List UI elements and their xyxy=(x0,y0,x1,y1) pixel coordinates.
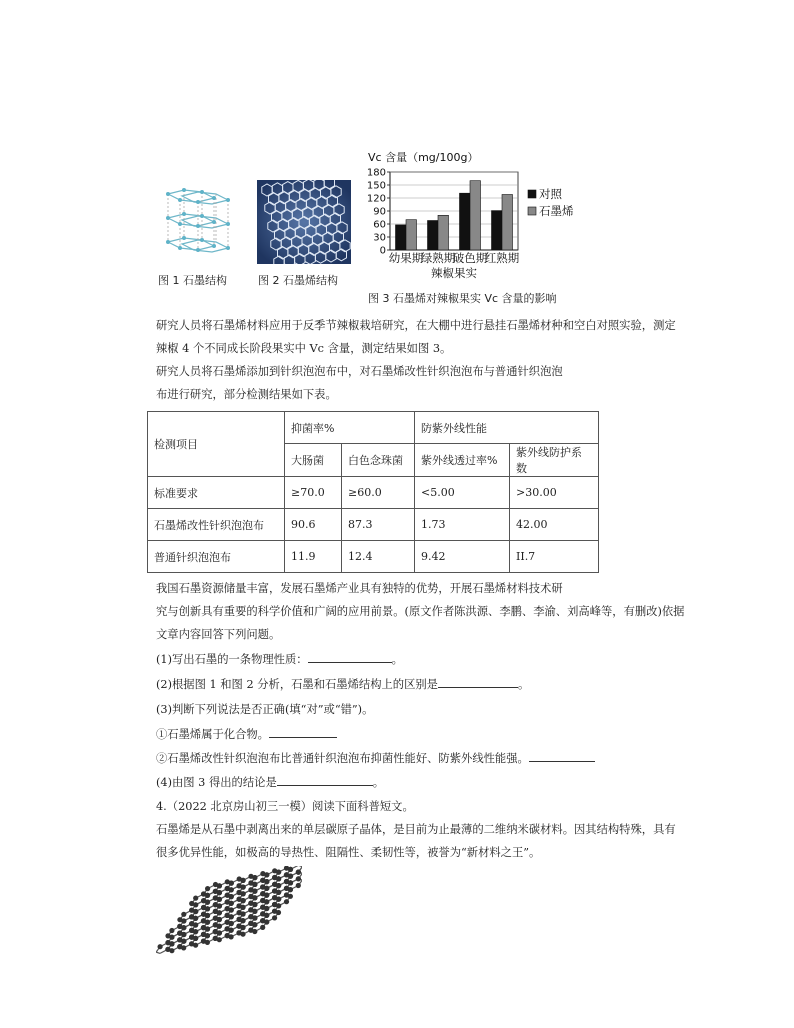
question-3a xyxy=(156,725,337,744)
section-4-heading: 4.（2022 北京房山初三一模）阅读下面科普短文。 xyxy=(156,800,414,813)
table-subheader: 白色念珠菌 xyxy=(342,444,415,477)
question-4-text: (4)由图 3 得出的结论是 xyxy=(156,776,277,789)
paragraph-1-line-1: 研究人员将石墨烯材料应用于反季节辣椒栽培研究，在大棚中进行悬挂石墨烯材种和空白对照实验，测定 xyxy=(156,319,676,332)
chart-y-tick-label: 0 xyxy=(379,245,386,257)
graphene-structure-figure xyxy=(257,180,351,264)
vc-content-chart xyxy=(366,150,606,288)
fig3-caption: 图 3 石墨烯对辣椒果实 Vc 含量的影响 xyxy=(368,292,557,305)
closing-line-1: 我国石墨资源储量丰富，发展石墨烯产业具有独特的优势，开展石墨烯材料技术研 xyxy=(156,582,563,595)
chart-y-tick-label: 150 xyxy=(366,180,386,192)
chart-ylabel: Vc 含量（mg/100g） xyxy=(368,151,479,164)
chart-category-label: 破色期 xyxy=(452,251,488,265)
fig1-caption: 图 1 石墨结构 xyxy=(158,274,227,287)
chart-bar-对照-破色期 xyxy=(460,193,471,250)
table-cell: >30.00 xyxy=(510,477,599,509)
chart-bar-石墨烯-破色期 xyxy=(470,181,481,250)
chart-legend-label: 对照 xyxy=(539,187,562,201)
chart-legend-swatch xyxy=(528,207,536,215)
question-1 xyxy=(156,650,403,669)
paragraph-2-line-1: 研究人员将石墨烯添加到针织泡泡布中，对石墨烯改性针织泡泡布与普通针织泡泡 xyxy=(156,365,563,378)
chart-y-tick-label: 30 xyxy=(373,232,386,244)
question-2 xyxy=(156,675,529,694)
table-row xyxy=(148,541,599,573)
question-3b xyxy=(156,749,595,768)
table-cell: 11.9 xyxy=(285,541,342,573)
table-header-antibacterial: 抑菌率% xyxy=(285,412,415,444)
table-cell: II.7 xyxy=(510,541,599,573)
question-3a-text: ①石墨烯属于化合物。 xyxy=(156,728,269,741)
chart-y-tick-label: 90 xyxy=(373,206,386,218)
chart-legend-label: 石墨烯 xyxy=(539,204,574,218)
table-cell: 87.3 xyxy=(342,509,415,541)
question-4-end: 。 xyxy=(372,776,385,789)
chart-category-label: 红熟期 xyxy=(484,251,520,265)
graphene-lattice-image xyxy=(257,180,351,264)
graphene-sheet-icon xyxy=(156,866,302,954)
chart-y-tick-label: 120 xyxy=(366,193,386,205)
table-subheader: 大肠菌 xyxy=(285,444,342,477)
table-cell: <5.00 xyxy=(415,477,510,509)
answer-blank-1[interactable] xyxy=(308,650,392,663)
paragraph-1-line-2: 辣椒 4 个不同成长阶段果实中 Vc 含量，测定结果如图 3。 xyxy=(156,342,452,355)
closing-line-3: 文章内容回答下列问题。 xyxy=(156,628,281,641)
graphene-ball-stick-image xyxy=(156,866,302,954)
paragraph-2-line-2: 布进行研究，部分检测结果如下表。 xyxy=(156,388,337,401)
answer-blank-3a[interactable] xyxy=(269,725,337,738)
row-label: 普通针织泡泡布 xyxy=(148,541,285,573)
chart-bar-对照-红熟期 xyxy=(492,211,503,250)
row-label: 石墨烯改性针织泡泡布 xyxy=(148,509,285,541)
chart-legend-swatch xyxy=(528,190,536,198)
closing-line-2: 究与创新具有重要的科学价值和广阔的应用前景。(原文作者陈洪源、李鹏、李渝、刘高峰等，有删改)依据 xyxy=(156,605,685,618)
table-header-item: 检测项目 xyxy=(148,412,285,477)
question-2-end: 。 xyxy=(517,678,530,691)
table-subheader: 紫外线防护系数 xyxy=(510,444,599,477)
table-cell: 1.73 xyxy=(415,509,510,541)
table-row xyxy=(148,477,599,509)
chart-xlabel: 辣椒果实 xyxy=(431,266,477,280)
graphite-structure-figure xyxy=(158,186,236,258)
chart-bar-对照-绿熟期 xyxy=(428,221,439,251)
table-subheader: 紫外线透过率% xyxy=(415,444,510,477)
table-cell: ≥70.0 xyxy=(285,477,342,509)
question-2-text: (2)根据图 1 和图 2 分析，石墨和石墨烯结构上的区别是 xyxy=(156,678,438,691)
fig2-caption: 图 2 石墨烯结构 xyxy=(258,274,338,287)
chart-category-label: 绿熟期 xyxy=(420,251,456,265)
table-cell: 90.6 xyxy=(285,509,342,541)
answer-blank-3b[interactable] xyxy=(529,749,595,762)
section-4-line-1: 石墨烯是从石墨中剥离出来的单层碳原子晶体，是目前为止最薄的二维纳米碳材料。因其结构特殊，具有 xyxy=(156,823,676,836)
chart-y-tick-label: 180 xyxy=(366,167,386,179)
question-3: (3)判断下列说法是否正确(填“对”或“错”)。 xyxy=(156,703,374,716)
chart-bar-石墨烯-幼果期 xyxy=(406,220,417,250)
table-row xyxy=(148,509,599,541)
section-4-line-2: 很多优异性能，如极高的导热性、阻隔性、柔韧性等，被誉为“新材料之王”。 xyxy=(156,846,541,859)
answer-blank-4[interactable] xyxy=(277,773,373,786)
table-cell: 12.4 xyxy=(342,541,415,573)
question-1-end: 。 xyxy=(391,653,403,666)
table-cell: 42.00 xyxy=(510,509,599,541)
question-4 xyxy=(156,773,384,792)
chart-bar-对照-幼果期 xyxy=(396,225,407,250)
graphite-lattice-image xyxy=(158,186,236,258)
chart-category-label: 幼果期 xyxy=(388,251,424,265)
question-3b-text: ②石墨烯改性针织泡泡布比普通针织泡泡布抑菌性能好、防紫外线性能强。 xyxy=(156,752,529,765)
question-1-text: (1)写出石墨的一条物理性质： xyxy=(156,653,308,666)
table-cell: ≥60.0 xyxy=(342,477,415,509)
table-cell: 9.42 xyxy=(415,541,510,573)
chart-bar-石墨烯-绿熟期 xyxy=(438,215,449,250)
chart-bar-石墨烯-红熟期 xyxy=(502,195,513,251)
test-results-table xyxy=(147,411,599,573)
table-header-uv: 防紫外线性能 xyxy=(415,412,599,444)
answer-blank-2[interactable] xyxy=(438,675,518,688)
chart-y-tick-label: 60 xyxy=(373,219,386,231)
row-label: 标准要求 xyxy=(148,477,285,509)
